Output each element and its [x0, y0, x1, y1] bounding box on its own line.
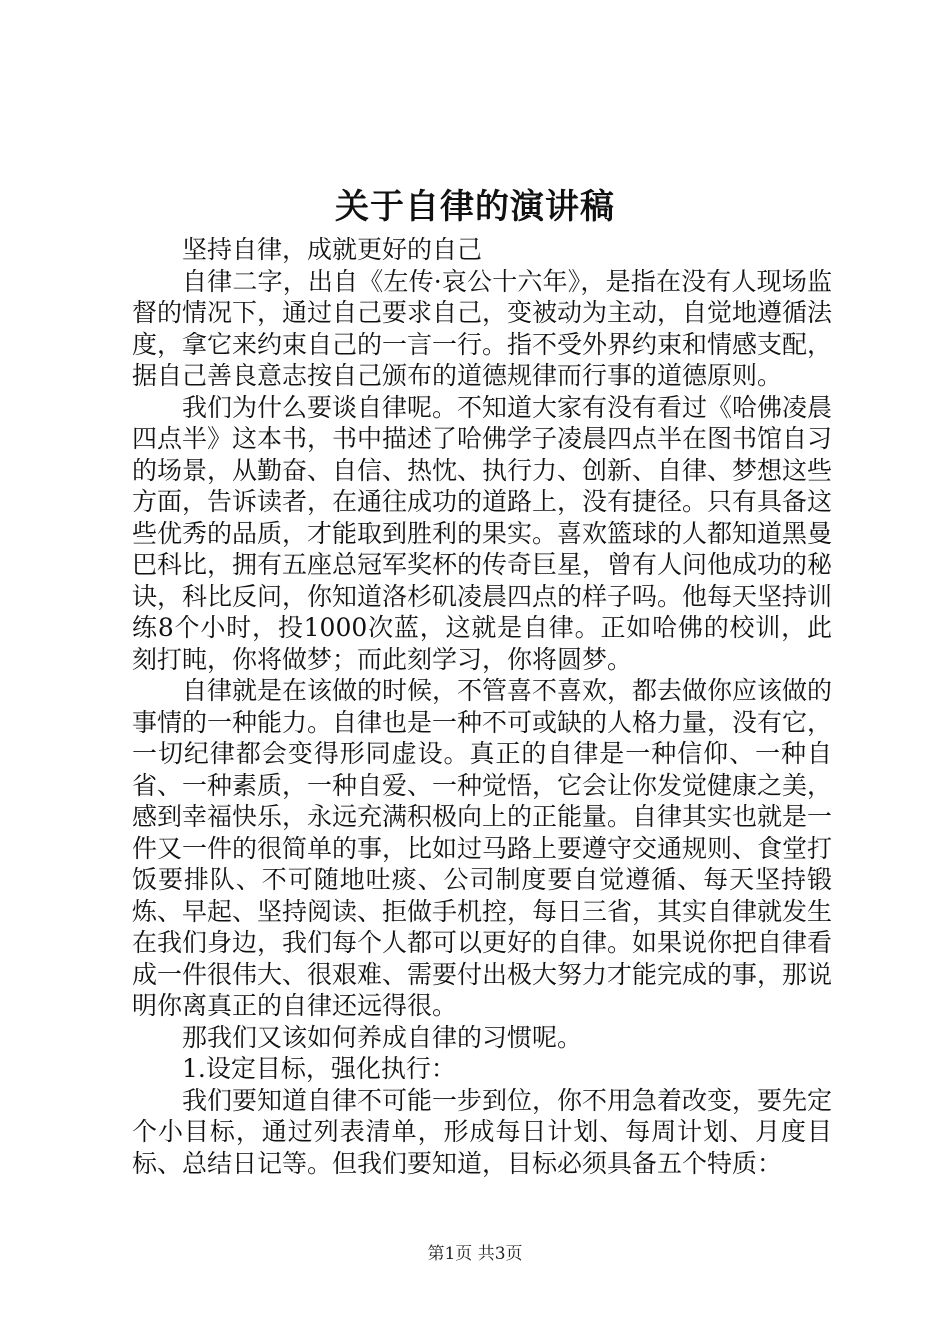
paragraph-goals: 我们要知道自律不可能一步到位，你不用急着改变，要先定个小目标，通过列表清单，形成每日计划、每周计划、月度目标、总结日记等。但我们要知道，目标必须具备五个特质： [132, 1085, 833, 1178]
paragraph-definition: 自律二字，出自《左传·哀公十六年》，是指在没有人现场监督的情况下，通过自己要求自己，变被动为主动，自觉地遵循法度，拿它来约束自己的一言一行。指不受外界约束和情感支配，据自己善良意志按自己颁布的道德规律而行事的道德原则。 [132, 266, 833, 390]
paragraph-why-self-discipline: 我们为什么要谈自律呢。不知道大家有没有看过《哈佛凌晨四点半》这本书，书中描述了哈佛学子凌晨四点半在图书馆自习的场景，从勤奋、自信、热忱、执行力、创新、自律、梦想这些方面，告诉读者，在通往成功的道路上，没有捷径。只有具备这些优秀的品质，才能取到胜利的果实。喜欢篮球的人都知道黑曼巴科比，拥有五座总冠军奖杯的传奇巨星，曾有人问他成功的秘诀，科比反问，你知道洛杉矶凌晨四点的样子吗。他每天坚持训练8个小时，投1000次蓝，这就是自律。正如哈佛的校训，此刻打盹，你将做梦；而此刻学习，你将圆梦。 [132, 392, 833, 674]
page-footer: 第1页 共3页 [427, 1244, 523, 1264]
document-body [132, 234, 832, 1179]
paragraph-how-question: 那我们又该如何养成自律的习惯呢。 [182, 1022, 583, 1052]
paragraph-subtitle: 坚持自律，成就更好的自己 [182, 235, 483, 264]
paragraph-what-is-self-discipline: 自律就是在该做的时候，不管喜不喜欢，都去做你应该做的事情的一种能力。自律也是一种不可或缺的人格力量，没有它，一切纪律都会变得形同虚设。真正的自律是一种信仰、一种自省、一种素质，一种自爱、一种觉悟，它会让你发觉健康之美，感到幸福快乐，永远充满积极向上的正能量。自律其实也就是一件又一件的很简单的事，比如过马路上要遵守交通规则、食堂打饭要排队、不可随地吐痰、公司制度要自觉遵循、每天坚持锻炼、早起、坚持阅读、拒做手机控，每日三省，其实自律就发生在我们身边，我们每个人都可以更好的自律。如果说你把自律看成一件很伟大、很艰难、需要付出极大努力才能完成的事，那说明你离真正的自律还远得很。 [132, 676, 833, 1020]
paragraph-heading-goals: 1.设定目标，强化执行： [182, 1054, 456, 1083]
document-title: 关于自律的演讲稿 [335, 187, 615, 227]
